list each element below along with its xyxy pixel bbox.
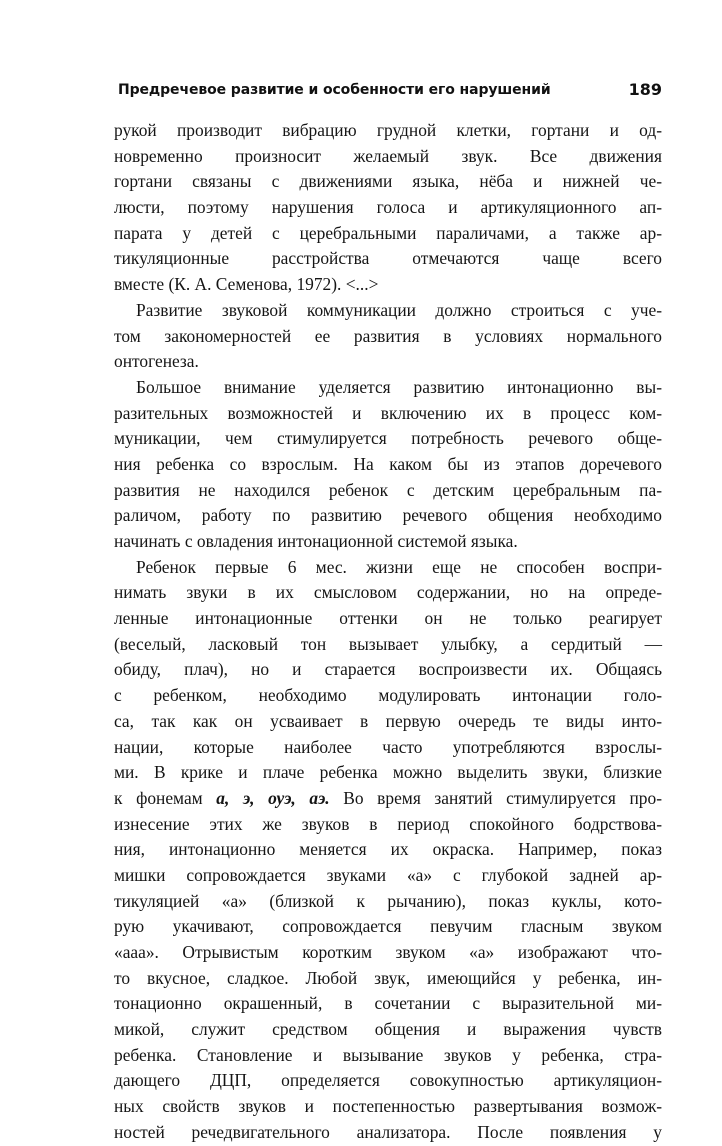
text-line: Ребенок первые 6 мес. жизни еще не способен воспри- [136, 556, 662, 577]
text-line: мишки сопровождается звуками «а» с глубокой задней ар- [114, 864, 662, 885]
text-line: ния ребенка со взрослым. На каком бы из этапов доречевого [114, 453, 662, 474]
text-line: нации, которые наиболее часто употребляются взрослы- [114, 736, 662, 757]
text-fragment: Во время занятий стимулируется про- [329, 787, 662, 808]
text-line: то вкусное, сладкое. Любой звук, имеющийся у ребенка, ин- [114, 967, 662, 988]
phoneme-emphasis: а, э, оуэ, аэ. [216, 787, 330, 808]
page-number: 189 [628, 80, 662, 99]
text-line: Большое внимание уделяется развитию интонационно вы- [136, 376, 662, 397]
text-fragment: к фонемам [114, 787, 217, 808]
text-line: новременно произносит желаемый звук. Все движения [114, 145, 662, 166]
text-line: рую укачивают, сопровождается певучим гласным звуком [114, 916, 662, 937]
text-line: тонационно окрашенный, в сочетании с выразительной ми- [114, 993, 662, 1014]
text-line: ребенка. Становление и вызывание звуков у ребенка, стра- [114, 1044, 662, 1065]
text-line: дающего ДЦП, определяется совокупностью артикуляцион- [114, 1070, 662, 1091]
text-line: парата у детей с церебральными параличами, а также ар- [114, 222, 662, 243]
text-line: Развитие звуковой коммуникации должно строиться с уче- [136, 299, 662, 320]
text-line: са, так как он усваивает в первую очередь те виды инто- [114, 710, 662, 731]
text-line: том закономерностей ее развития в условиях нормального [114, 325, 662, 346]
text-line: развития не находился ребенок с детским церебральным па- [114, 479, 662, 500]
text-line [114, 786, 662, 812]
text-line: начинать с овладения интонационной системой языка. [114, 531, 518, 551]
body-text [114, 118, 662, 1146]
text-line: (веселый, ласковый тон вызывает улыбку, а сердитый — [114, 633, 662, 654]
text-line: гортани связаны с движениями языка, нёба и нижней че- [114, 171, 662, 192]
text-line: микой, служит средством общения и выражения чувств [114, 1019, 662, 1040]
text-line: ленные интонационные оттенки он не только реагирует [114, 608, 662, 629]
text-line: люсти, поэтому нарушения голоса и артикуляционного ап- [114, 197, 662, 218]
text-line: раличом, работу по развитию речевого общения необходимо [114, 505, 662, 526]
text-line: онтогенеза. [114, 351, 199, 372]
text-line: рукой производит вибрацию грудной клетки, гортани и од- [114, 120, 662, 140]
running-title: Предречевое развитие и особенности его нарушений [118, 82, 551, 98]
text-line: разительных возможностей и включению их в процесс ком- [114, 402, 662, 423]
text-line: ностей речедвигательного анализатора. После появления у [114, 1121, 662, 1142]
text-line: муникации, чем стимулируется потребность речевого обще- [114, 428, 662, 449]
text-line: ми. В крике и плаче ребенка можно выделить звуки, близкие [114, 762, 662, 783]
text-line: тикуляционные расстройства отмечаются чаще всего [114, 248, 662, 269]
text-line: с ребенком, необходимо модулировать интонации голо- [114, 685, 662, 706]
text-line: нимать звуки в их смысловом содержании, но на опреде- [114, 582, 662, 603]
text-line: изнесение этих же звуков в период спокойного бодрствова- [114, 813, 662, 834]
text-line: тикуляцией «а» (близкой к рычанию), показ куклы, кото- [114, 890, 662, 911]
text-line: вместе (К. А. Семенова, 1972). <...> [114, 274, 379, 295]
text-line: ния, интонационно меняется их окраска. Например, показ [114, 839, 662, 860]
text-line: «ааа». Отрывистым коротким звуком «а» изображают что- [114, 942, 662, 962]
running-header [118, 80, 662, 104]
text-line: обиду, плач), но и старается воспроизвести их. Общаясь [114, 659, 662, 680]
text-line: ных свойств звуков и постепенностью развертывания возмож- [114, 1096, 662, 1117]
